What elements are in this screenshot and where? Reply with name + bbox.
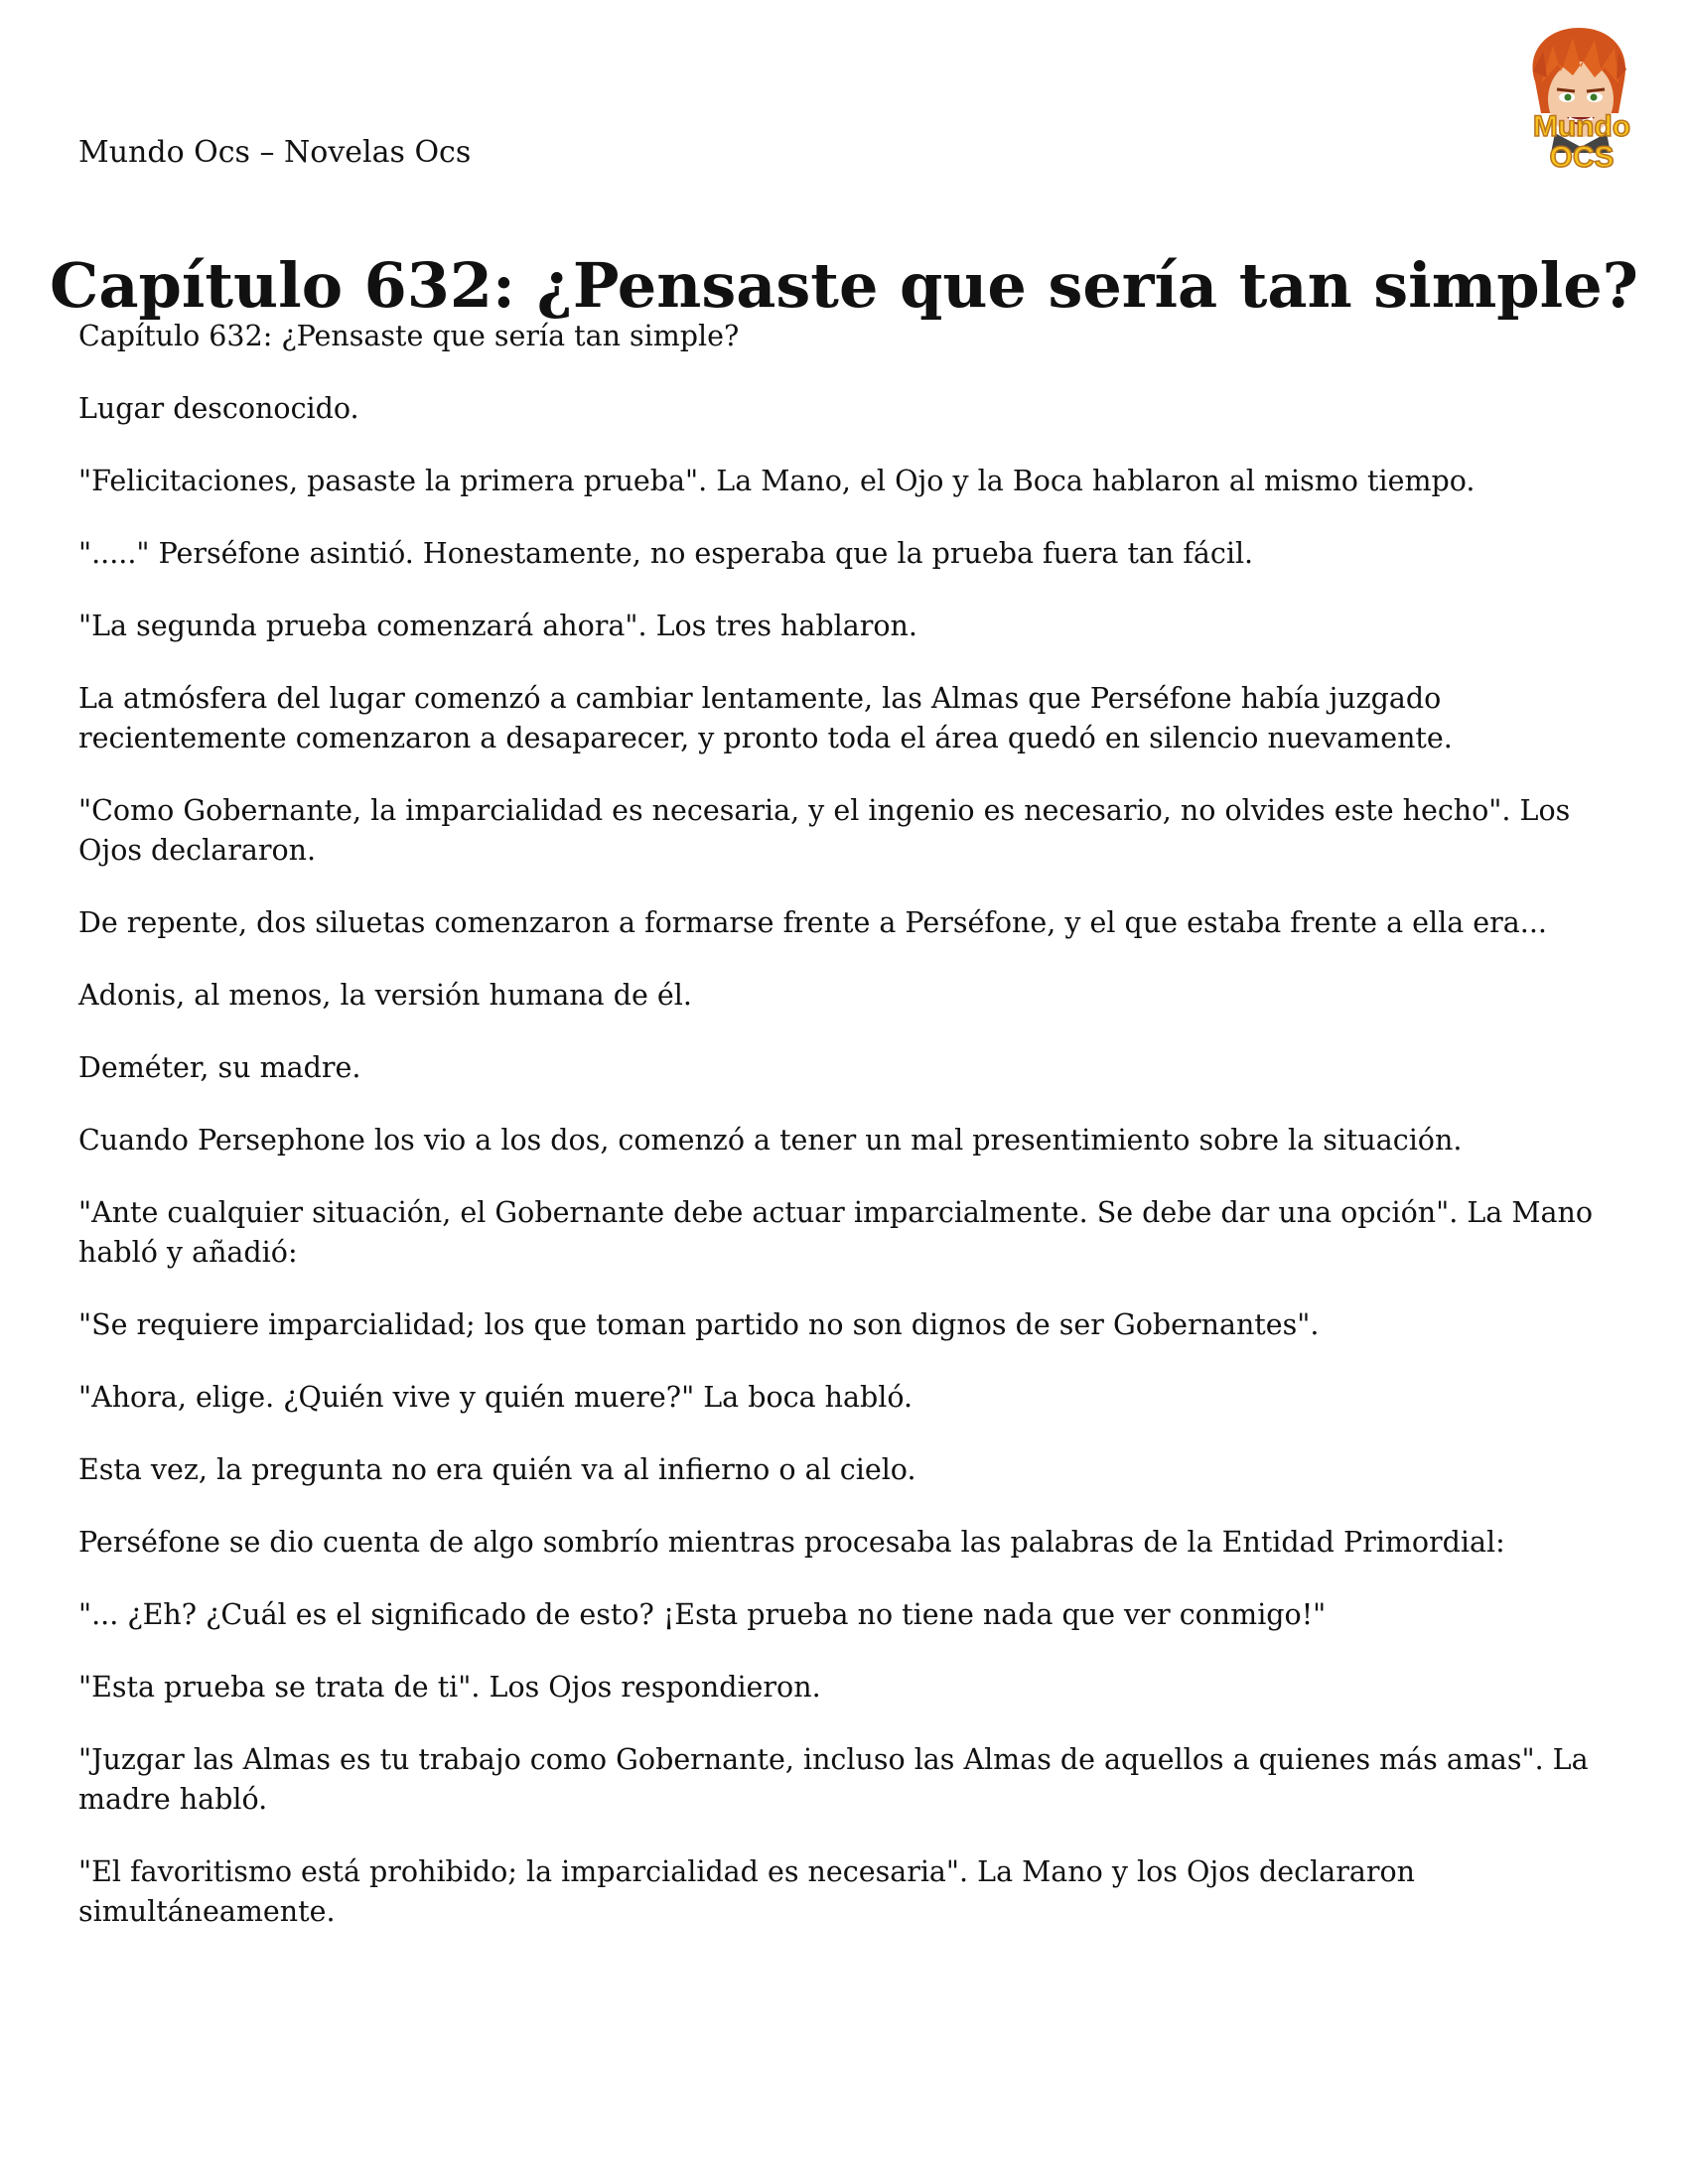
- paragraph: "Ahora, elige. ¿Quién vive y quién muere?" La boca habló.: [78, 1381, 914, 1414]
- chapter-body: [78, 317, 1627, 1965]
- paragraph: "Como Gobernante, la imparcialidad es necesaria, y el ingenio es necesario, no olvides este hecho". Los Ojos declararon.: [78, 794, 1571, 867]
- paragraph: "... ¿Eh? ¿Cuál es el significado de esto? ¡Esta prueba no tiene nada que ver conmigo!": [78, 1598, 1327, 1631]
- paragraph: "Se requiere imparcialidad; los que toman partido no son dignos de ser Gobernantes".: [78, 1308, 1320, 1341]
- paragraph: "Felicitaciones, pasaste la primera prueba". La Mano, el Ojo y la Boca hablaron al mismo tiempo.: [78, 465, 1476, 497]
- paragraph: Perséfone se dio cuenta de algo sombrío mientras procesaba las palabras de la Entidad Primordial:: [78, 1526, 1505, 1559]
- paragraph: Deméter, su madre.: [78, 1051, 361, 1084]
- paragraph: Cuando Persephone los vio a los dos, comenzó a tener un mal presentimiento sobre la situación.: [78, 1124, 1463, 1157]
- logo-word-bottom: OCS: [1549, 141, 1615, 173]
- mundo-ocs-logo: [1507, 22, 1656, 173]
- paragraph: "Ante cualquier situación, el Gobernante debe actuar imparcialmente. Se debe dar una opción". La Mano habló y añadió:: [78, 1196, 1594, 1269]
- chapter-title: Capítulo 632: ¿Pensaste que sería tan simple?: [50, 248, 1638, 322]
- paragraph: De repente, dos siluetas comenzaron a formarse frente a Perséfone, y el que estaba frente a ella era...: [78, 906, 1547, 939]
- paragraph: "Esta prueba se trata de ti". Los Ojos respondieron.: [78, 1671, 821, 1704]
- paragraph: Capítulo 632: ¿Pensaste que sería tan simple?: [78, 320, 740, 352]
- paragraph: "....." Perséfone asintió. Honestamente, no esperaba que la prueba fuera tan fácil.: [78, 537, 1254, 570]
- paragraph: Adonis, al menos, la versión humana de él.: [78, 979, 692, 1012]
- paragraph: "La segunda prueba comenzará ahora". Los tres hablaron.: [78, 610, 917, 642]
- paragraph: La atmósfera del lugar comenzó a cambiar lentamente, las Almas que Perséfone había juzgado recientemente comenzaron a desaparecer, y pronto toda el área quedó en silencio nuevamente.: [78, 682, 1453, 754]
- site-header-text: Mundo Ocs – Novelas Ocs: [78, 135, 472, 170]
- paragraph: Esta vez, la pregunta no era quién va al infierno o al cielo.: [78, 1453, 916, 1486]
- paragraph: "Juzgar las Almas es tu trabajo como Gobernante, incluso las Almas de aquellos a quienes más amas". La madre habló.: [78, 1743, 1589, 1816]
- paragraph: "El favoritismo está prohibido; la imparcialidad es necesaria". La Mano y los Ojos declararon simultáneamente.: [78, 1855, 1415, 1928]
- paragraph: Lugar desconocido.: [78, 392, 359, 425]
- logo-word-top: Mundo: [1532, 110, 1631, 143]
